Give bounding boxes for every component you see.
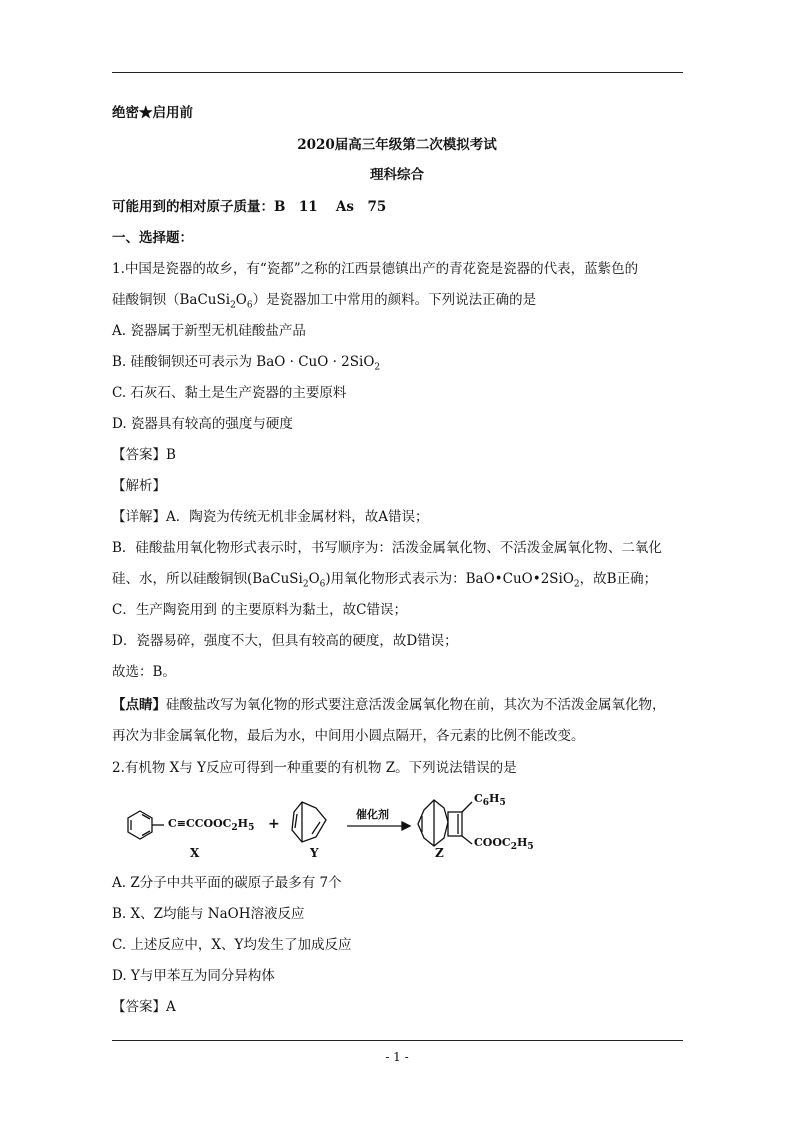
q1-detail-6: 故选：B。 (112, 664, 176, 680)
q1-tip-line2: 再次为非金属氧化物，最后为水，中间用小圆点隔开，各元素的比例不能改变。 (112, 728, 585, 744)
q2-option-c: C. 上述反应中，X、Y均发生了加成反应 (112, 937, 352, 953)
exam-title: 2020届高三年级第二次模拟考试 (297, 137, 497, 153)
q2-answer: 【答案】A (112, 999, 176, 1015)
bicyclic-structure-y (292, 802, 326, 842)
label-x: X (190, 846, 200, 860)
section-heading: 一、选择题： (112, 230, 193, 246)
z-phenyl-group: $C_6H_5$ (474, 792, 506, 809)
tip-label: 【点睛】 (112, 697, 166, 713)
footer-rule (112, 1040, 683, 1041)
q1-detail-3: 硅、水，所以硅酸铜钡$(BaCuSi_2O_6)$用氧化物形式表示为：BaO•CuO•2SiO$_2$，故B正确； (112, 571, 658, 590)
q1-stem-line1: 1.中国是瓷器的故乡，有“瓷都”之称的江西景德镇出产的青花瓷是瓷器的代表，蓝紫色的 (112, 261, 639, 277)
q2-option-b: B. X、Z均能与 NaOH溶液反应 (112, 906, 305, 922)
q1-analysis-label: 【解析】 (112, 478, 166, 494)
header-rule (112, 72, 683, 73)
q1-option-a: A. 瓷器属于新型无机硅酸盐产品 (112, 323, 306, 339)
q1-detail-2: B．硅酸盐用氧化物形式表示时，书写顺序为：活泼金属氧化物、不活泼金属氧化物、二氧化 (112, 540, 662, 556)
plus-sign: + (268, 816, 280, 832)
q1-option-b: B. 硅酸铜钡还可表示为 BaO · CuO · 2SiO$_2$ (112, 354, 381, 373)
reaction-scheme (112, 790, 542, 862)
atomic-mass-note: 可能用到的相对原子质量：B 11 As 75 (112, 199, 387, 215)
catalyst-label: 催化剂 (356, 808, 389, 821)
q2-stem: 2.有机物 X与 Y反应可得到一种重要的有机物 Z。下列说法错误的是 (112, 760, 517, 776)
label-z: Z (435, 846, 444, 860)
q1-detail-5: D．瓷器易碎，强度不大，但具有较高的硬度，故D错误； (112, 633, 458, 649)
q1-stem-line2: 硅酸铜钡$(BaCuSi_2O_6)$是瓷器加工中常用的颜料。下列说法正确的是 (112, 292, 537, 311)
exam-subtitle: 理科综合 (370, 167, 424, 183)
label-y: Y (310, 846, 319, 860)
q2-option-a: A. Z分子中共平面的碳原子最多有 7个 (112, 875, 342, 891)
confidential-label: 绝密★启用前 (112, 105, 193, 121)
q1-option-c: C. 石灰石、黏土是生产瓷器的主要原料 (112, 385, 347, 401)
x-side-chain: $C\equiv CCOOC_2H_5$ (168, 817, 255, 834)
z-ester-group: $COOC_2H_5$ (474, 836, 534, 853)
q1-detail-4: C．生产陶瓷用到 的主要原料为黏土，故C错误； (112, 602, 407, 618)
reaction-arrow (347, 822, 410, 830)
benzene-ring-x (128, 811, 164, 839)
q1-option-d: D. 瓷器具有较高的强度与硬度 (112, 416, 293, 432)
page-number: - 1 - (385, 1050, 409, 1064)
q1-answer: 【答案】B (112, 447, 176, 463)
q1-detail-1: 【详解】A．陶瓷为传统无机非金属材料，故A错误； (112, 509, 429, 525)
q2-option-d: D. Y与甲苯互为同分异构体 (112, 968, 275, 984)
tricyclic-structure-z (418, 800, 472, 846)
q1-tip-line1: 【点睛】硅酸盐改写为氧化物的形式要注意活泼金属氧化物在前，其次为不活泼金属氧化物， (112, 697, 666, 713)
